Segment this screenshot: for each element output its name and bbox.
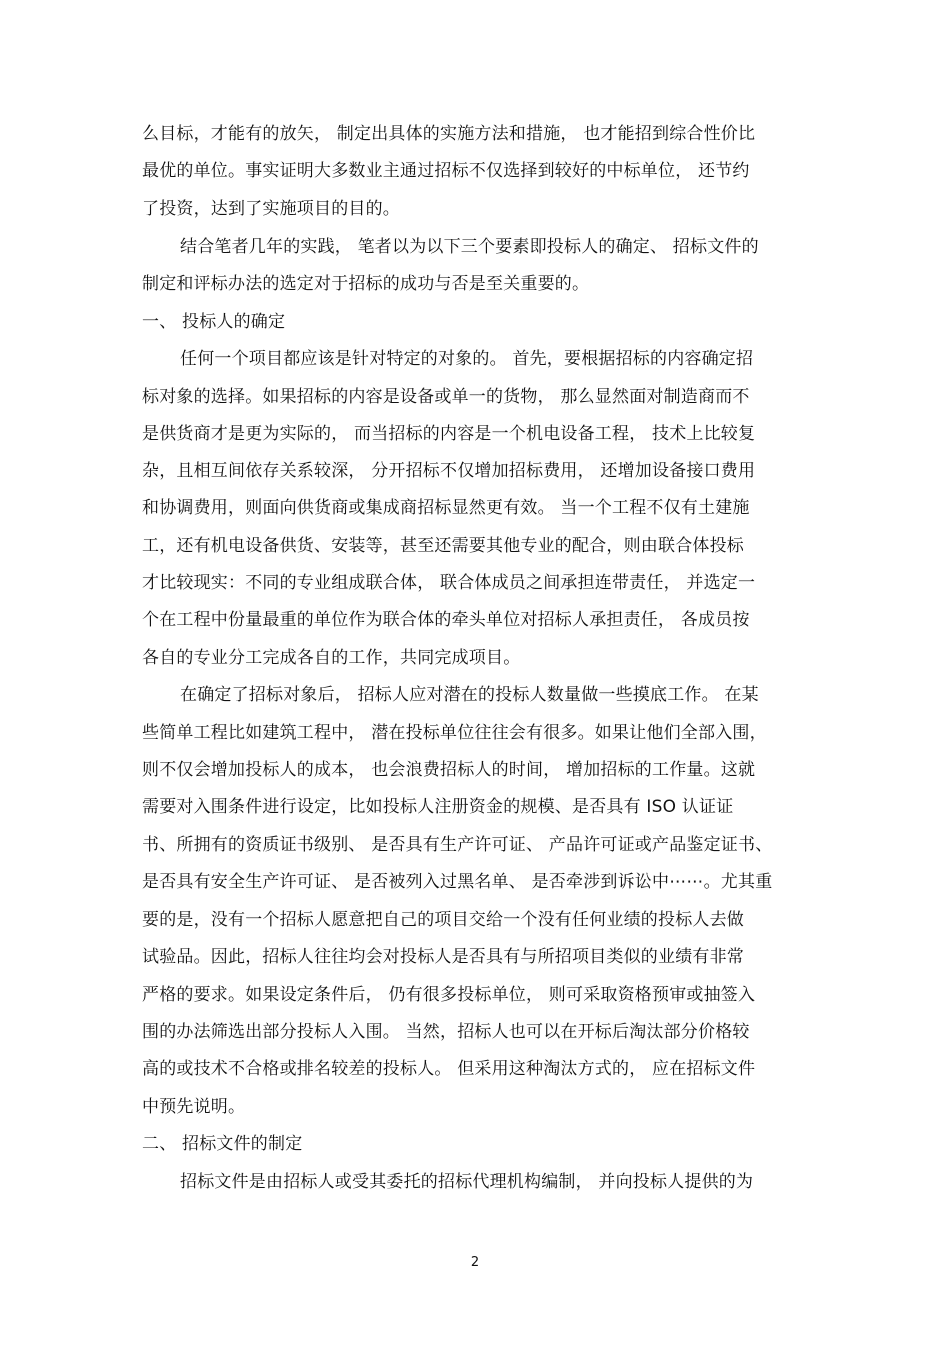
section-heading: 二、 招标文件的制定 bbox=[142, 1134, 303, 1154]
text-line: 是否具有安全生产许可证、 是否被列入过黑名单、 是否牵涉到诉讼中⋯⋯。尤其重 bbox=[142, 872, 773, 892]
text-line: 最优的单位。事实证明大多数业主通过招标不仅选择到较好的中标单位， 还节约 bbox=[142, 161, 750, 181]
text-line: 工，还有机电设备供货、安装等，甚至还需要其他专业的配合，则由联合体投标 bbox=[142, 536, 744, 556]
text-line: 杂，且相互间依存关系较深， 分开招标不仅增加招标费用， 还增加设备接口费用 bbox=[142, 461, 756, 481]
paragraph-first-line: 招标文件是由招标人或受其委托的招标代理机构编制， 并向投标人提供的为 bbox=[180, 1172, 754, 1192]
section-heading: 一、 投标人的确定 bbox=[142, 312, 286, 332]
paragraph-first-line: 任何一个项目都应该是针对特定的对象的。 首先，要根据招标的内容确定招 bbox=[180, 349, 754, 369]
text-line: 么目标，才能有的放矢， 制定出具体的实施方法和措施， 也才能招到综合性价比 bbox=[142, 124, 756, 144]
paragraph-first-line: 结合笔者几年的实践， 笔者以为以下三个要素即投标人的确定、 招标文件的 bbox=[180, 237, 759, 257]
text-line: 个在工程中份量最重的单位作为联合体的牵头单位对招标人承担责任， 各成员按 bbox=[142, 610, 750, 630]
text-line: 才比较现实：不同的专业组成联合体， 联合体成员之间承担连带责任， 并选定一 bbox=[142, 573, 756, 593]
text-line: 和协调费用，则面向供货商或集成商招标显然更有效。 当一个工程不仅有土建施 bbox=[142, 498, 750, 518]
text-line: 高的或技术不合格或排名较差的投标人。 但采用这种淘汰方式的， 应在招标文件 bbox=[142, 1059, 756, 1079]
text-line: 各自的专业分工完成各自的工作，共同完成项目。 bbox=[142, 648, 521, 668]
text-line: 书、所拥有的资质证书级别、 是否具有生产许可证、 产品许可证或产品鉴定证书、 bbox=[142, 835, 773, 855]
text-line: 制定和评标办法的选定对于招标的成功与否是至关重要的。 bbox=[142, 274, 590, 294]
text-line: 需要对入围条件进行设定，比如投标人注册资金的规模、是否具有 ISO 认证证 bbox=[142, 797, 734, 817]
text-line: 试验品。因此，招标人往往均会对投标人是否具有与所招项目类似的业绩有非常 bbox=[142, 947, 744, 967]
text-line: 严格的要求。如果设定条件后， 仍有很多投标单位， 则可采取资格预审或抽签入 bbox=[142, 985, 756, 1005]
text-line: 围的办法筛选出部分投标人入围。 当然，招标人也可以在开标后淘汰部分价格较 bbox=[142, 1022, 750, 1042]
page-number: 2 bbox=[470, 1255, 480, 1270]
text-line: 则不仅会增加投标人的成本， 也会浪费招标人的时间， 增加招标的工作量。这就 bbox=[142, 760, 756, 780]
text-line: 要的是，没有一个招标人愿意把自己的项目交给一个没有任何业绩的投标人去做 bbox=[142, 910, 744, 930]
text-line: 是供货商才是更为实际的， 而当招标的内容是一个机电设备工程， 技术上比较复 bbox=[142, 424, 756, 444]
text-line: 中预先说明。 bbox=[142, 1097, 246, 1117]
text-line: 些简单工程比如建筑工程中， 潜在投标单位往往会有很多。如果让他们全部入围， bbox=[142, 723, 767, 743]
text-line: 了投资，达到了实施项目的目的。 bbox=[142, 199, 400, 219]
paragraph-first-line: 在确定了招标对象后， 招标人应对潜在的投标人数量做一些摸底工作。 在某 bbox=[180, 685, 759, 705]
text-line: 标对象的选择。如果招标的内容是设备或单一的货物， 那么显然面对制造商而不 bbox=[142, 387, 750, 407]
